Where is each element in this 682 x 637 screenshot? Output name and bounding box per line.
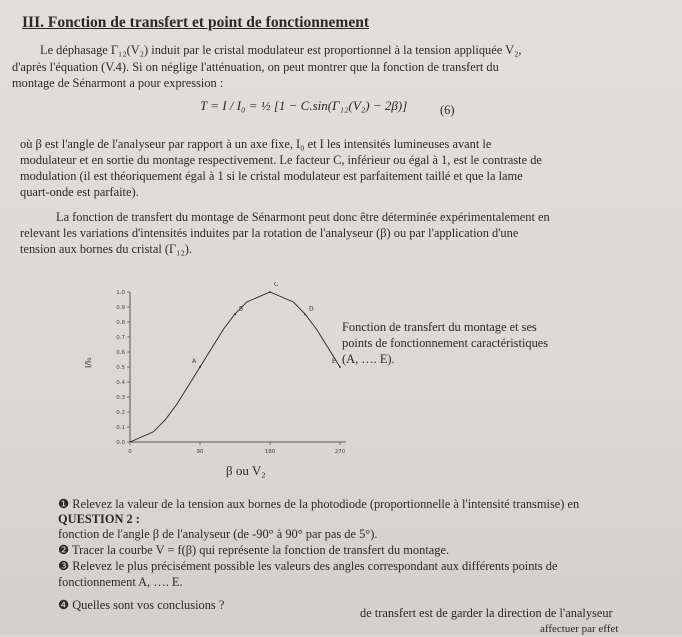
q3-line-2: fonctionnement A, …. E.	[58, 575, 183, 589]
para2-line-2: modulateur et en sortie du montage respectivement. Le facteur C, inférieur ou égal à 1, est le contraste de	[20, 153, 542, 167]
transfer-function-chart	[90, 282, 352, 462]
point-b	[234, 314, 236, 316]
y-tick-label: 0.1	[116, 425, 125, 431]
x-tick-label: 0	[128, 449, 132, 455]
para2-line-3: modulation (il est théoriquement égal à 1 si le cristal modulateur est parfaitement taillé et que la lame	[20, 169, 523, 183]
para3-line-3: tension aux bornes du cristal (Γ₁₂).	[20, 242, 193, 256]
figure-caption-line-2: points de fonctionnement caractéristiques	[342, 336, 549, 350]
y-tick-label: 0.2	[116, 410, 125, 416]
y-tick-label: 0.9	[116, 305, 125, 311]
transfer-equation: T = I / I₀ = ½ [1 − C.sin(Γ₁₂(V₂) − 2β)]	[200, 98, 408, 113]
point-label-e: E	[332, 358, 336, 365]
q1-line-2: fonction de l'angle β de l'analyseur (de -90° à 90° par pas de 5°).	[58, 527, 378, 541]
bottom-fragment-1: de transfert est de garder la direction de l'analyseur	[360, 606, 613, 620]
y-tick-label: 0.5	[116, 365, 125, 371]
q1-line-1: ❶ Relevez la valeur de la tension aux bornes de la photodiode (proportionnelle à l'intensité transmise) en	[58, 497, 580, 511]
q4-line: ❹ Quelles sont vos conclusions ?	[58, 598, 225, 612]
x-axis-label: β ou V₂	[226, 463, 266, 478]
para3-line-2: relevant les variations d'intensités induites par la rotation de l'analyseur (β) ou par l'application d'une	[20, 226, 519, 240]
x-tick-label: 90	[196, 449, 204, 455]
y-tick-label: 0.7	[116, 335, 125, 341]
chart-points	[192, 282, 341, 368]
question-title: QUESTION 2 :	[58, 512, 140, 526]
section-title: III. Fonction de transfert et point de fonctionnement	[22, 14, 370, 31]
figure-caption-line-3: (A, …. E).	[342, 352, 395, 366]
intro-line-3: montage de Sénarmont a pour expression :	[12, 76, 224, 90]
bottom-fragment-2: affectuer par effet	[540, 623, 619, 635]
point-label-d: D	[309, 305, 314, 313]
figure-caption-line-1: Fonction de transfert du montage et ses	[342, 320, 537, 334]
y-tick-label: 0.6	[116, 350, 125, 356]
point-label-a: A	[192, 358, 197, 365]
point-d	[304, 314, 306, 316]
x-tick-label: 270	[334, 449, 346, 455]
point-a	[199, 366, 201, 368]
point-label-b: B	[239, 305, 244, 313]
para3-line-1: La fonction de transfert du montage de Sénarmont peut donc être déterminée expérimentalement en	[56, 210, 550, 224]
para2-line-4: quart-onde est parfaite).	[20, 185, 139, 199]
point-label-c: C	[274, 282, 279, 288]
y-tick-label: 0.0	[116, 440, 125, 446]
point-c	[269, 291, 271, 293]
y-tick-label: 0.3	[116, 395, 125, 401]
q2-line: ❷ Tracer la courbe V = f(β) qui représente la fonction de transfert du montage.	[58, 543, 450, 557]
chart-axes	[116, 290, 346, 455]
y-axis-label: I/I₀	[84, 357, 93, 368]
y-tick-label: 0.4	[116, 380, 125, 386]
q3-line-1: ❸ Relevez le plus précisément possible les valeurs des angles correspondant aux différents points de	[58, 559, 558, 573]
y-tick-label: 0.8	[116, 320, 125, 326]
point-e	[339, 366, 341, 368]
para2-line-1: où β est l'angle de l'analyseur par rapport à un axe fixe, I₀ et I les intensités lumineuses avant le	[20, 137, 492, 151]
intro-line-1: Le déphasage Γ₁₂(V₂) induit par le cristal modulateur est proportionnel à la tension appliquée V₂,	[40, 43, 522, 57]
x-tick-label: 180	[264, 449, 276, 455]
y-tick-label: 1.0	[116, 290, 125, 296]
intro-line-2: d'après l'équation (V.4). Si on néglige l'atténuation, on peut montrer que la fonction de transfert du	[12, 60, 499, 74]
equation-number: (6)	[440, 103, 455, 117]
